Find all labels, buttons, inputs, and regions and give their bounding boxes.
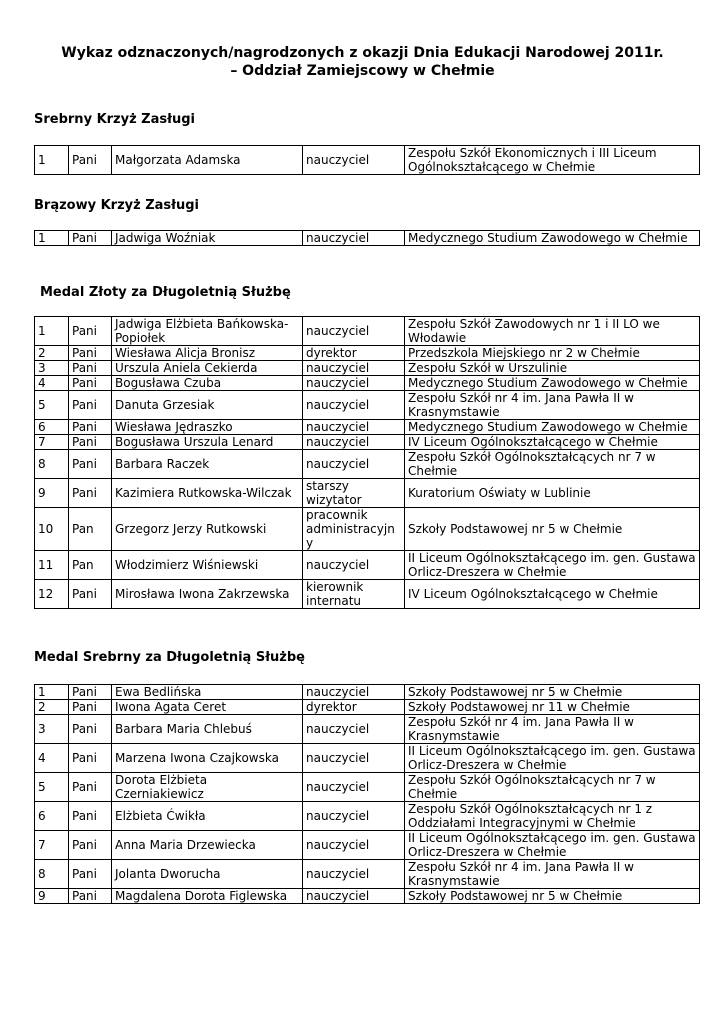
cell-name: Mirosława Iwona Zakrzewska: [112, 580, 303, 609]
cell-institution: Zespołu Szkół w Urszulinie: [405, 361, 700, 376]
table-row: [35, 450, 700, 479]
table-row: [35, 831, 700, 860]
cell-position: nauczyciel: [303, 317, 405, 346]
cell-name: Urszula Aniela Cekierda: [112, 361, 303, 376]
cell-title: Pani: [69, 744, 112, 773]
cell-number: 1: [35, 231, 69, 246]
cell-name: Jolanta Dworucha: [112, 860, 303, 889]
cell-institution: Zespołu Szkół Ogólnokształcących nr 7 w Chełmie: [405, 773, 700, 802]
cell-position: nauczyciel: [303, 831, 405, 860]
awards-table-body: [35, 146, 700, 175]
table-row: [35, 773, 700, 802]
cell-number: 8: [35, 450, 69, 479]
cell-institution: IV Liceum Ogólnokształcącego w Chełmie: [405, 435, 700, 450]
cell-position: nauczyciel: [303, 391, 405, 420]
table-row: [35, 391, 700, 420]
cell-institution: Zespołu Szkół nr 4 im. Jana Pawła II w Krasnymstawie: [405, 715, 700, 744]
cell-title: Pani: [69, 889, 112, 904]
cell-name: Elżbieta Ćwikła: [112, 802, 303, 831]
cell-number: 11: [35, 551, 69, 580]
cell-number: 3: [35, 361, 69, 376]
cell-number: 10: [35, 508, 69, 551]
table-row: [35, 361, 700, 376]
cell-institution: Medycznego Studium Zawodowego w Chełmie: [405, 231, 700, 246]
cell-number: 6: [35, 802, 69, 831]
cell-number: 12: [35, 580, 69, 609]
cell-number: 2: [35, 346, 69, 361]
cell-number: 7: [35, 831, 69, 860]
cell-number: 1: [35, 146, 69, 175]
cell-institution: Zespołu Szkół nr 4 im. Jana Pawła II w Krasnymstawie: [405, 391, 700, 420]
cell-number: 4: [35, 744, 69, 773]
cell-number: 9: [35, 479, 69, 508]
table-row: [35, 685, 700, 700]
table-row: [35, 479, 700, 508]
cell-title: Pani: [69, 479, 112, 508]
cell-title: Pan: [69, 551, 112, 580]
table-row: [35, 551, 700, 580]
table-row: [35, 744, 700, 773]
cell-number: 3: [35, 715, 69, 744]
cell-institution: II Liceum Ogólnokształcącego im. gen. Gustawa Orlicz-Dreszera w Chełmie: [405, 744, 700, 773]
cell-position: nauczyciel: [303, 551, 405, 580]
cell-title: Pani: [69, 317, 112, 346]
cell-position: nauczyciel: [303, 420, 405, 435]
table-row: [35, 420, 700, 435]
cell-title: Pani: [69, 420, 112, 435]
cell-number: 6: [35, 420, 69, 435]
cell-number: 1: [35, 685, 69, 700]
cell-position: nauczyciel: [303, 685, 405, 700]
table-row: [35, 860, 700, 889]
table-row: [35, 508, 700, 551]
section-heading: Brązowy Krzyż Zasługi: [34, 198, 199, 213]
cell-institution: Kuratorium Oświaty w Lublinie: [405, 479, 700, 508]
cell-name: Bogusława Czuba: [112, 376, 303, 391]
cell-position: kierownik internatu: [303, 580, 405, 609]
cell-name: Iwona Agata Ceret: [112, 700, 303, 715]
page-title-line-1: Wykaz odznaczonych/nagrodzonych z okazji Dnia Edukacji Narodowej 2011r.: [61, 45, 664, 61]
cell-name: Włodzimierz Wiśniewski: [112, 551, 303, 580]
cell-title: Pani: [69, 435, 112, 450]
cell-position: nauczyciel: [303, 744, 405, 773]
cell-institution: Szkoły Podstawowej nr 11 w Chełmie: [405, 700, 700, 715]
cell-position: nauczyciel: [303, 376, 405, 391]
awards-table: [34, 230, 700, 246]
cell-name: Jadwiga Elżbieta Bańkowska-Popiołek: [112, 317, 303, 346]
cell-name: Małgorzata Adamska: [112, 146, 303, 175]
cell-title: Pani: [69, 831, 112, 860]
cell-position: nauczyciel: [303, 773, 405, 802]
cell-title: Pani: [69, 450, 112, 479]
cell-name: Wiesława Alicja Bronisz: [112, 346, 303, 361]
cell-name: Kazimiera Rutkowska-Wilczak: [112, 479, 303, 508]
cell-number: 4: [35, 376, 69, 391]
cell-name: Ewa Bedlińska: [112, 685, 303, 700]
cell-number: 8: [35, 860, 69, 889]
cell-title: Pani: [69, 700, 112, 715]
cell-institution: II Liceum Ogólnokształcącego im. gen. Gustawa Orlicz-Dreszera w Chełmie: [405, 551, 700, 580]
cell-number: 9: [35, 889, 69, 904]
cell-number: 7: [35, 435, 69, 450]
cell-institution: Medycznego Studium Zawodowego w Chełmie: [405, 376, 700, 391]
cell-name: Dorota Elżbieta Czerniakiewicz: [112, 773, 303, 802]
cell-institution: Szkoły Podstawowej nr 5 w Chełmie: [405, 685, 700, 700]
cell-position: nauczyciel: [303, 889, 405, 904]
section-heading: Srebrny Krzyż Zasługi: [34, 112, 195, 127]
cell-position: nauczyciel: [303, 435, 405, 450]
cell-number: 1: [35, 317, 69, 346]
cell-name: Grzegorz Jerzy Rutkowski: [112, 508, 303, 551]
awards-table-body: [35, 231, 700, 246]
cell-name: Anna Maria Drzewiecka: [112, 831, 303, 860]
table-row: [35, 715, 700, 744]
awards-table: [34, 684, 700, 904]
cell-position: pracownik administracyjny: [303, 508, 405, 551]
cell-name: Jadwiga Woźniak: [112, 231, 303, 246]
cell-number: 2: [35, 700, 69, 715]
cell-name: Marzena Iwona Czajkowska: [112, 744, 303, 773]
cell-title: Pani: [69, 580, 112, 609]
cell-title: Pani: [69, 146, 112, 175]
cell-title: Pani: [69, 715, 112, 744]
cell-title: Pani: [69, 860, 112, 889]
cell-position: nauczyciel: [303, 231, 405, 246]
table-row: [35, 700, 700, 715]
table-row: [35, 317, 700, 346]
table-row: [35, 231, 700, 246]
cell-institution: Medycznego Studium Zawodowego w Chełmie: [405, 420, 700, 435]
awards-table: [34, 316, 700, 609]
section-heading: Medal Złoty za Długoletnią Służbę: [40, 285, 291, 300]
page-title-line-2: – Oddział Zamiejscowy w Chełmie: [230, 63, 495, 79]
cell-position: nauczyciel: [303, 715, 405, 744]
cell-institution: Zespołu Szkół nr 4 im. Jana Pawła II w Krasnymstawie: [405, 860, 700, 889]
cell-name: Barbara Raczek: [112, 450, 303, 479]
table-row: [35, 346, 700, 361]
cell-institution: IV Liceum Ogólnokształcącego w Chełmie: [405, 580, 700, 609]
table-row: [35, 435, 700, 450]
cell-institution: Zespołu Szkół Zawodowych nr 1 i II LO we Włodawie: [405, 317, 700, 346]
cell-name: Bogusława Urszula Lenard: [112, 435, 303, 450]
cell-position: nauczyciel: [303, 146, 405, 175]
cell-number: 5: [35, 773, 69, 802]
cell-position: nauczyciel: [303, 802, 405, 831]
section-heading: Medal Srebrny za Długoletnią Służbę: [34, 650, 305, 665]
cell-position: nauczyciel: [303, 361, 405, 376]
cell-institution: II Liceum Ogólnokształcącego im. gen. Gustawa Orlicz-Dreszera w Chełmie: [405, 831, 700, 860]
table-row: [35, 376, 700, 391]
cell-institution: Szkoły Podstawowej nr 5 w Chełmie: [405, 508, 700, 551]
cell-name: Barbara Maria Chlebuś: [112, 715, 303, 744]
cell-institution: Zespołu Szkół Ekonomicznych i III Liceum Ogólnokształcącego w Chełmie: [405, 146, 700, 175]
cell-institution: Przedszkola Miejskiego nr 2 w Chełmie: [405, 346, 700, 361]
table-row: [35, 802, 700, 831]
cell-position: dyrektor: [303, 346, 405, 361]
cell-institution: Zespołu Szkół Ogólnokształcących nr 7 w Chełmie: [405, 450, 700, 479]
table-row: [35, 146, 700, 175]
cell-title: Pani: [69, 685, 112, 700]
cell-title: Pani: [69, 346, 112, 361]
cell-position: starszy wizytator: [303, 479, 405, 508]
cell-title: Pani: [69, 773, 112, 802]
cell-title: Pani: [69, 391, 112, 420]
cell-name: Magdalena Dorota Figlewska: [112, 889, 303, 904]
cell-position: dyrektor: [303, 700, 405, 715]
cell-number: 5: [35, 391, 69, 420]
cell-title: Pani: [69, 231, 112, 246]
cell-title: Pan: [69, 508, 112, 551]
table-row: [35, 580, 700, 609]
page-title: [0, 44, 725, 80]
awards-table-body: [35, 317, 700, 609]
cell-title: Pani: [69, 361, 112, 376]
cell-position: nauczyciel: [303, 450, 405, 479]
cell-institution: Szkoły Podstawowej nr 5 w Chełmie: [405, 889, 700, 904]
cell-institution: Zespołu Szkół Ogólnokształcących nr 1 z Oddziałami Integracyjnymi w Chełmie: [405, 802, 700, 831]
cell-position: nauczyciel: [303, 860, 405, 889]
cell-name: Danuta Grzesiak: [112, 391, 303, 420]
cell-title: Pani: [69, 802, 112, 831]
table-row: [35, 889, 700, 904]
cell-name: Wiesława Jędraszko: [112, 420, 303, 435]
cell-title: Pani: [69, 376, 112, 391]
awards-table-body: [35, 685, 700, 904]
awards-table: [34, 145, 700, 175]
